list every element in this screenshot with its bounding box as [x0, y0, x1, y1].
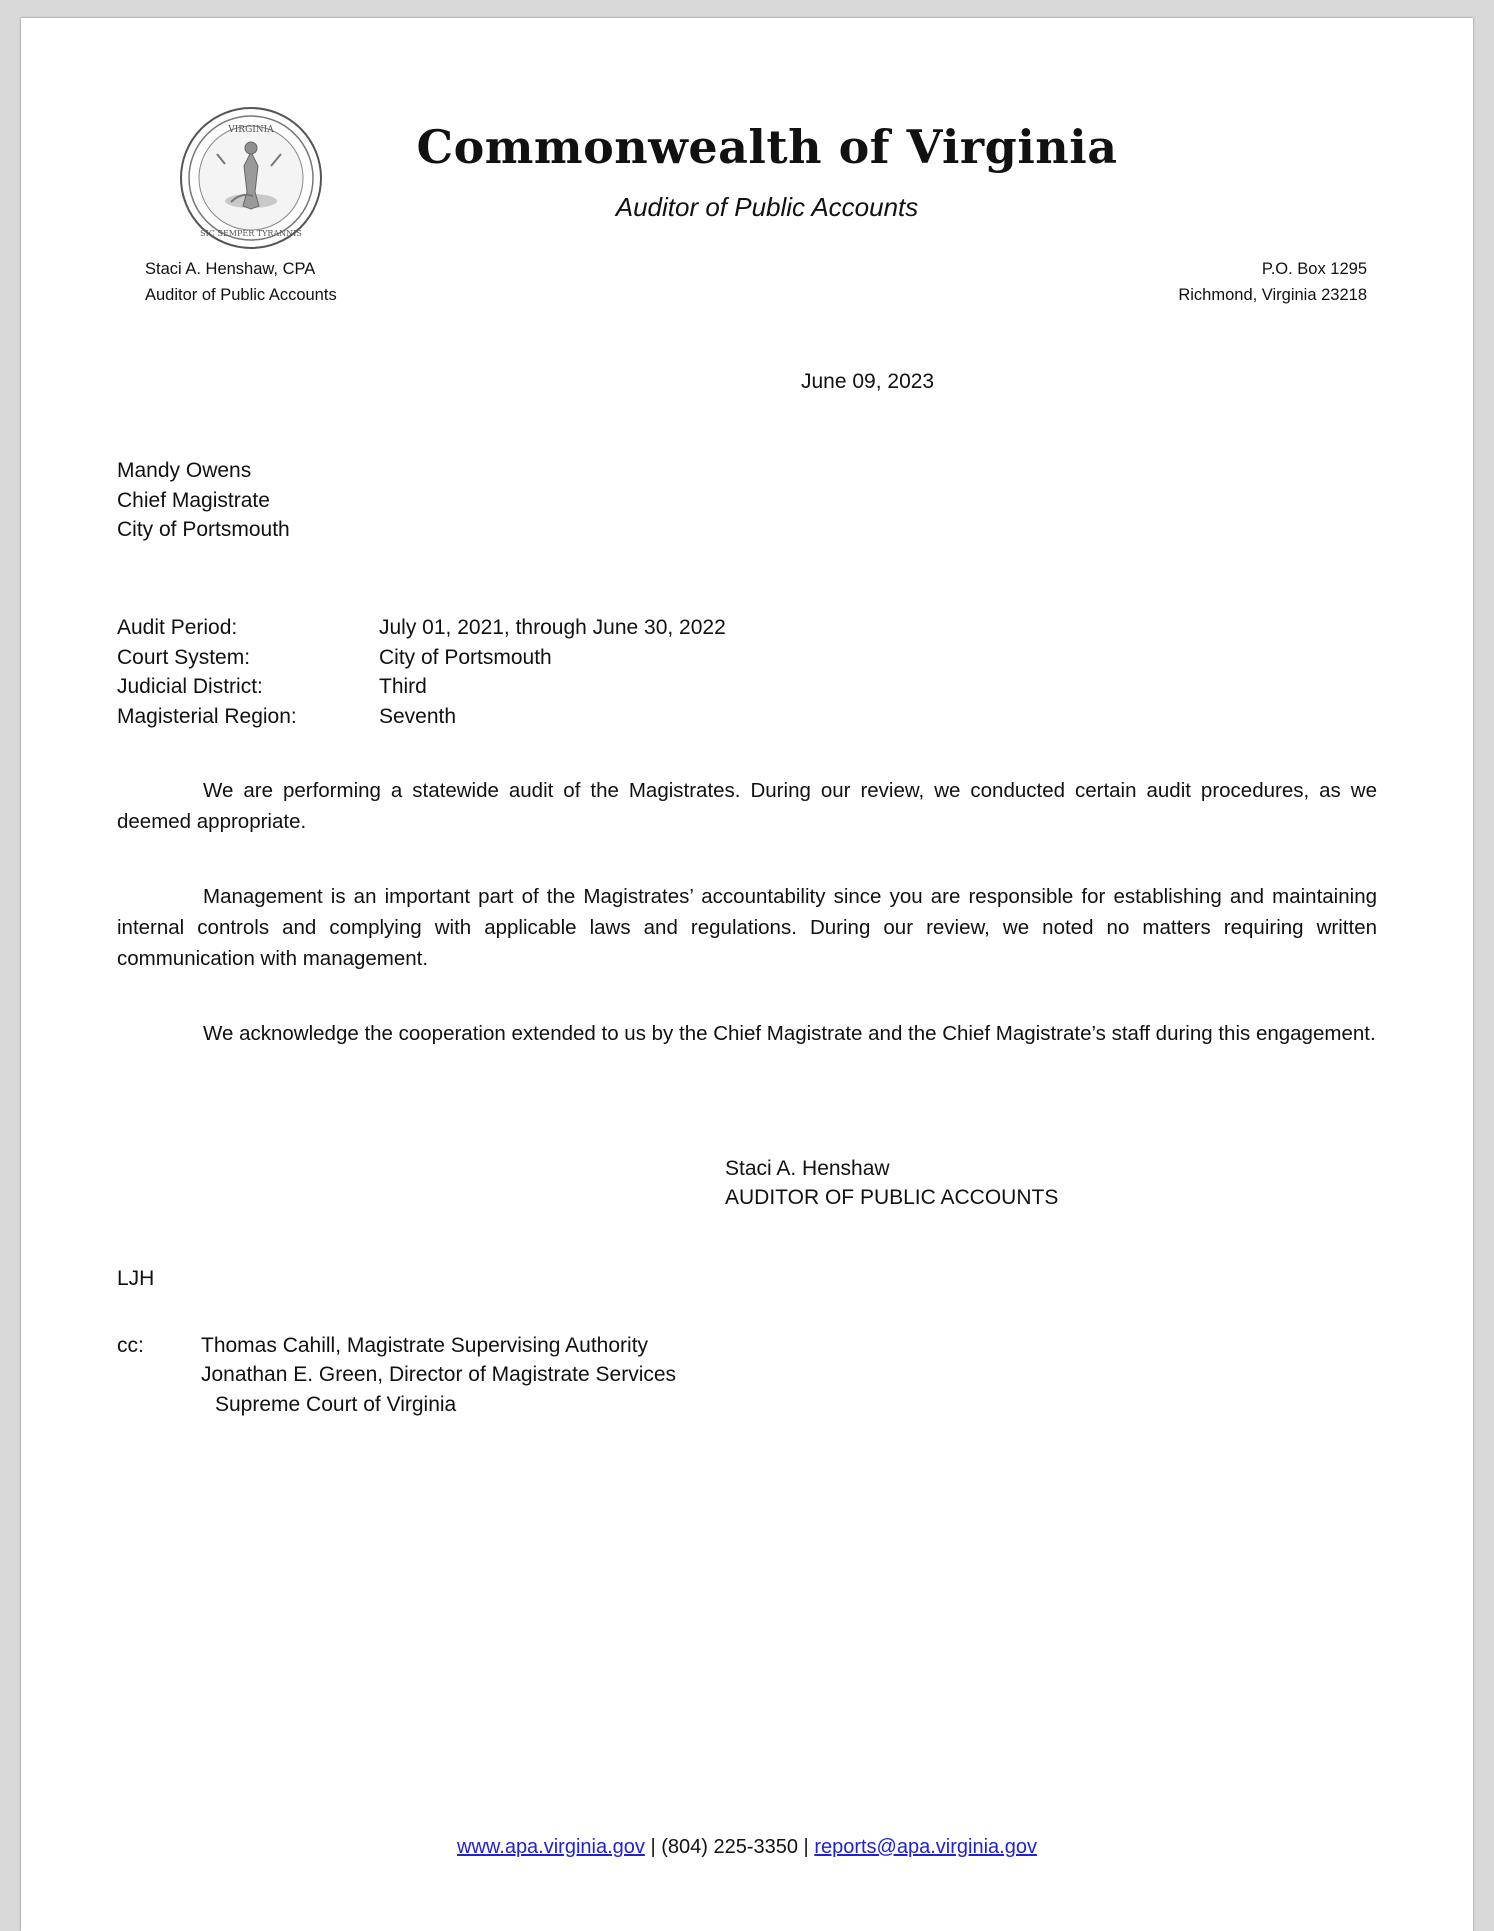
addressee-block — [117, 456, 1377, 545]
page-title: Commonwealth of Virginia — [416, 120, 1118, 174]
body-paragraph: We are performing a statewide audit of the Magistrates. During our review, we conducted certain audit procedures, as we deemed appropriate. — [117, 779, 1377, 833]
metadata-row — [117, 613, 1377, 643]
metadata-value: July 01, 2021, through June 30, 2022 — [379, 615, 726, 639]
addressee-title: Chief Magistrate — [117, 488, 270, 512]
signer-name: Staci A. Henshaw — [725, 1156, 890, 1180]
phone-number: (804) 225-3350 — [661, 1836, 798, 1858]
cc-recipient: Thomas Cahill, Magistrate Supervising Authority — [201, 1333, 649, 1357]
metadata-value: City of Portsmouth — [379, 645, 552, 669]
signature-block — [725, 1154, 1377, 1213]
po-box: P.O. Box 1295 — [1261, 260, 1367, 278]
cc-recipient: Jonathan E. Green, Director of Magistrate Services — [201, 1363, 677, 1387]
letter-page — [21, 18, 1473, 1931]
body-paragraph: Management is an important part of the Magistrates’ accountability since you are responsible for establishing and maintaining internal controls and complying with applicable laws and regulations. During our review, we noted no matters requiring written communication with management. — [117, 885, 1377, 970]
page-footer — [21, 1836, 1473, 1859]
signer-title: AUDITOR OF PUBLIC ACCOUNTS — [725, 1186, 1059, 1210]
body-paragraph: We acknowledge the cooperation extended to us by the Chief Magistrate and the Chief Magistrate’s staff during this engagement. — [203, 1022, 1376, 1046]
city-state-zip: Richmond, Virginia 23218 — [1178, 285, 1367, 304]
footer-separator: | — [644, 1836, 662, 1858]
metadata-label: Court System: — [117, 645, 251, 669]
auditor-office: Auditor of Public Accounts — [145, 285, 337, 304]
metadata-label: Audit Period: — [117, 615, 238, 639]
letterhead — [117, 80, 1377, 308]
addressee-org: City of Portsmouth — [117, 518, 290, 542]
metadata-label: Magisterial Region: — [117, 704, 297, 728]
website-link[interactable]: www.apa.virginia.gov — [457, 1836, 645, 1858]
cc-recipient: Supreme Court of Virginia — [215, 1393, 457, 1417]
letterhead-contact-left — [117, 257, 337, 308]
cc-block — [117, 1331, 1377, 1420]
metadata-value: Seventh — [379, 704, 457, 728]
svg-text:VIRGINIA: VIRGINIA — [228, 125, 274, 135]
metadata-row — [117, 643, 1377, 673]
letter-date: June 09, 2023 — [801, 370, 935, 394]
metadata-label: Judicial District: — [117, 675, 263, 699]
metadata-row — [117, 702, 1377, 732]
audit-metadata — [117, 613, 1377, 731]
auditor-name: Staci A. Henshaw, CPA — [145, 260, 316, 278]
metadata-row — [117, 672, 1377, 702]
letterhead-contact-right — [1178, 257, 1377, 308]
svg-text:SIC SEMPER TYRANNIS: SIC SEMPER TYRANNIS — [200, 229, 302, 238]
metadata-value: Third — [379, 675, 427, 699]
typist-initials: LJH — [117, 1266, 155, 1290]
addressee-name: Mandy Owens — [117, 459, 252, 483]
footer-separator: | — [798, 1836, 815, 1858]
virginia-state-seal-icon — [179, 106, 323, 250]
cc-label: cc: — [117, 1333, 144, 1357]
page-subtitle: Auditor of Public Accounts — [615, 192, 919, 222]
email-link[interactable]: reports@apa.virginia.gov — [814, 1836, 1037, 1858]
